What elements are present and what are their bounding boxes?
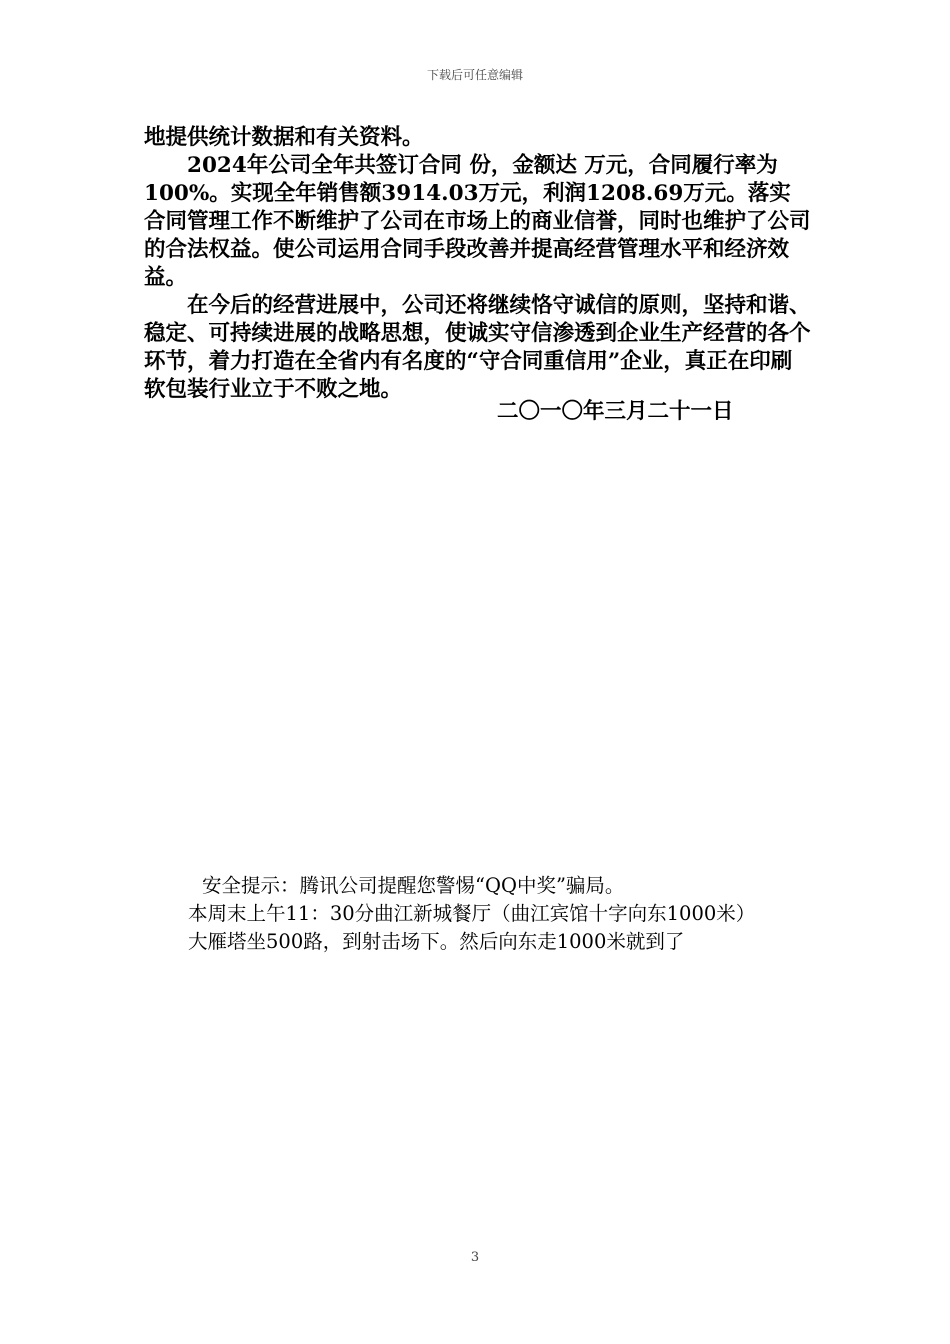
document-date: 二〇一〇年三月二十一日 xyxy=(497,399,734,424)
directions-text: 大雁塔坐500路，到射击场下。然后向东走1000米就到了 xyxy=(188,930,685,953)
paragraph-future-plan: 在今后的经营进展中，公司还将继续恪守诚信的原则，坚持和谐、稳定、可持续进展的战略思想，使诚实守信渗透到企业生产经营的各个环节，着力打造在全省内有名度的“守合同重信用”企业，真正在印刷软包装行业立于不败之地。 xyxy=(144,293,811,402)
document-body xyxy=(144,124,812,404)
paragraph-continuation: 地提供统计数据和有关资料。 xyxy=(144,125,424,150)
notice-block xyxy=(144,872,812,956)
page-number: 3 xyxy=(470,1250,480,1265)
meeting-time-place: 本周末上午11：30分曲江新城餐厅（曲江宾馆十字向东1000米） xyxy=(188,902,756,925)
safety-notice: 安全提示：腾讯公司提醒您警惕“QQ中奖”骗局。 xyxy=(202,874,625,897)
page-header-note: 下载后可任意编辑 xyxy=(426,68,523,82)
paragraph-contract-summary: 2024年公司全年共签订合同 份，金额达 万元，合同履行率为100%。实现全年销售额3914.03万元，利润1208.69万元。落实合同管理工作不断维护了公司在市场上的商业信誉，同时也维护了公司的合法权益。使公司运用合同手段改善并提高经营管理水平和经济效益。 xyxy=(144,153,811,290)
